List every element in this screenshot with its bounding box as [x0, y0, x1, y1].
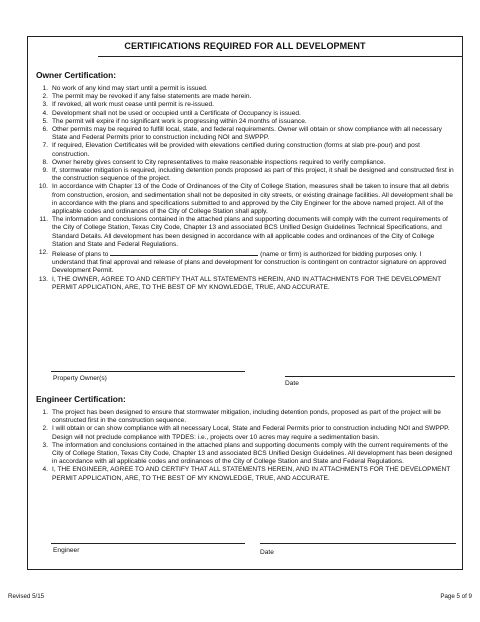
title-divider: [98, 56, 462, 57]
engineer-certification-heading: Engineer Certification:: [36, 394, 126, 404]
engineer-date-label: Date: [260, 549, 274, 556]
owner-item-13: [38, 275, 454, 292]
item-number: 12.: [38, 249, 48, 257]
owner-item-11: [39, 216, 454, 249]
page-title: CERTIFICATIONS REQUIRED FOR ALL DEVELOPMENT: [124, 41, 366, 51]
item-text: The permit will expire if no significant work is progressing within 24 months of issuance.: [52, 117, 307, 125]
owner-certification-heading: Owner Certification:: [36, 70, 117, 80]
item-text: I, THE ENGINEER, AGREE TO AND CERTIFY THAT ALL STATEMENTS HEREIN, AND IN ATTACHMENTS FOR THE DEVELOPMENT PERMIT APPLICATION, ARE, TO THE BEST OF MY KNOWLEDGE, TRUE, AND ACCURATE.: [52, 466, 451, 482]
owner-item-3: [42, 101, 454, 109]
item-text: No work of any kind may start until a permit is issued.: [52, 85, 208, 92]
item-text: The information and conclusions contained in the attached plans and supporting documents comply with the current requirements of the City of College Station, Texas City Code, Chapter 13 and associated BCS Unified Design Guidelines. All development has been designed in accordance with all applicable codes and ordinances of the City of College Station and State and Federal Regulations.: [52, 441, 453, 466]
owner-item-2: [42, 93, 454, 101]
item-number: 3.: [42, 101, 48, 109]
item-number: 4.: [42, 466, 48, 474]
property-owner-signature-line[interactable]: [51, 371, 245, 372]
owner-item-1: [42, 85, 454, 93]
engineer-item-2: [42, 425, 454, 441]
item-number: 13.: [38, 275, 48, 283]
engineer-item-3: [42, 441, 454, 467]
item-text: The information and conclusions contained in the attached plans and supporting documents will comply with the current requirements of the City of College Station, Texas City Code, Chapter 13 and associated BCS Unified Design Guidelines Technical Specifications, and Standard Details. All development has been designed in accordance with all applicable codes and ordinances of the City of College Station and State and Federal Regulations.: [52, 216, 448, 248]
item-text: Other permits may be required to fulfill local, state, and federal requirements. Owner will obtain or show compliance with all necessary State and Federal Permits prior to construction including NOI and SWPPP.: [52, 126, 442, 142]
item-text: If required, Elevation Certificates will be provided with elevations certified during construction (forms at slab pre-pour) and post construction.: [52, 142, 420, 158]
owner-date-label: Date: [285, 380, 299, 387]
item-number: 11.: [39, 216, 48, 224]
item-text: I will obtain or can show compliance with all necessary Local, State and Federal Permits prior to construction including NOI and SWPPP. Design will not preclude compliance with TPDES: i.e., projects over 10 acres may require a sedimentation basin.: [52, 425, 450, 441]
item-text: If revoked, all work must cease until permit is re-issued.: [52, 101, 214, 109]
item-13-text: I, THE OWNER, AGREE TO AND CERTIFY THAT ALL STATEMENTS HEREIN, AND IN ATTACHMENTS FOR THE DEVELOPMENT PERMIT APPLICATION, ARE, TO THE BEST OF MY KNOWLEDGE, TRUE, AND ACCURATE.: [52, 275, 441, 291]
engineer-certification-list: [28, 409, 454, 483]
item-number: 5.: [42, 117, 48, 125]
item-text: In accordance with Chapter 13 of the Code of Ordinances of the City of College Station, measures shall be taken to insure that all debris from construction, erosion, and sedimentation shall not be deposited in city streets, or existing drainage facilities. All development shall be in accordance with the plans and specifications submitted to and approved by the City Engineer for the above named project. All of the applicable codes and ordinances of the City of College Station shall apply.: [52, 183, 453, 216]
item-number: 1.: [42, 85, 48, 92]
release-to-name-field[interactable]: [110, 249, 258, 256]
engineer-date-line[interactable]: [260, 543, 456, 544]
item-number: 3.: [42, 441, 48, 449]
item-12-text-after: (name or firm) is authorized for bidding purposes only. I understand that final approval and release of plans and development for construction is contingent on contractor signature on approved Development Permit.: [52, 251, 447, 275]
revision-note: Revised 5/15: [8, 593, 45, 600]
item-12-text-before: Release of plans to: [52, 251, 109, 259]
property-owner-label: Property Owner(s): [53, 375, 107, 382]
owner-item-9: [42, 167, 454, 183]
page-number: Page 5 of 9: [440, 593, 472, 600]
engineer-item-1: [42, 409, 454, 425]
item-number: 7.: [42, 142, 48, 150]
certification-frame: [27, 36, 463, 570]
item-number: 2.: [42, 93, 48, 101]
item-text: Owner hereby gives consent to City representatives to make reasonable inspections required to verify compliance.: [52, 158, 386, 166]
item-number: 9.: [42, 167, 48, 175]
engineer-label: Engineer: [53, 547, 80, 554]
item-text: The permit may be revoked if any false statements are made herein.: [52, 93, 252, 101]
owner-item-10: [38, 183, 454, 216]
owner-date-line[interactable]: [285, 376, 455, 377]
owner-item-4: [42, 109, 454, 118]
item-number: 2.: [42, 425, 48, 433]
item-number: 8.: [42, 158, 48, 166]
item-text: If, stormwater mitigation is required, including detention ponds proposed as part of this project, it shall be designed and constructed first in the construction sequence of the project.: [52, 167, 454, 183]
owner-item-7: [42, 142, 454, 158]
item-number: 4.: [42, 109, 48, 117]
item-number: 1.: [42, 409, 48, 416]
item-text: Development shall not be used or occupied until a Certificate of Occupancy is issued.: [52, 109, 301, 117]
owner-item-8: [42, 158, 454, 167]
owner-item-5: [42, 117, 454, 126]
engineer-signature-line[interactable]: [51, 543, 245, 544]
item-text: The project has been designed to ensure that stormwater mitigation, including detention ponds, proposed as part of the project will be constructed first in the construction sequence.: [52, 409, 441, 425]
item-number: 10.: [38, 183, 48, 191]
owner-item-12: [38, 249, 454, 276]
owner-certification-list: [28, 85, 454, 292]
item-number: 6.: [42, 126, 48, 134]
owner-item-6: [42, 126, 454, 142]
engineer-item-4: [42, 466, 454, 482]
